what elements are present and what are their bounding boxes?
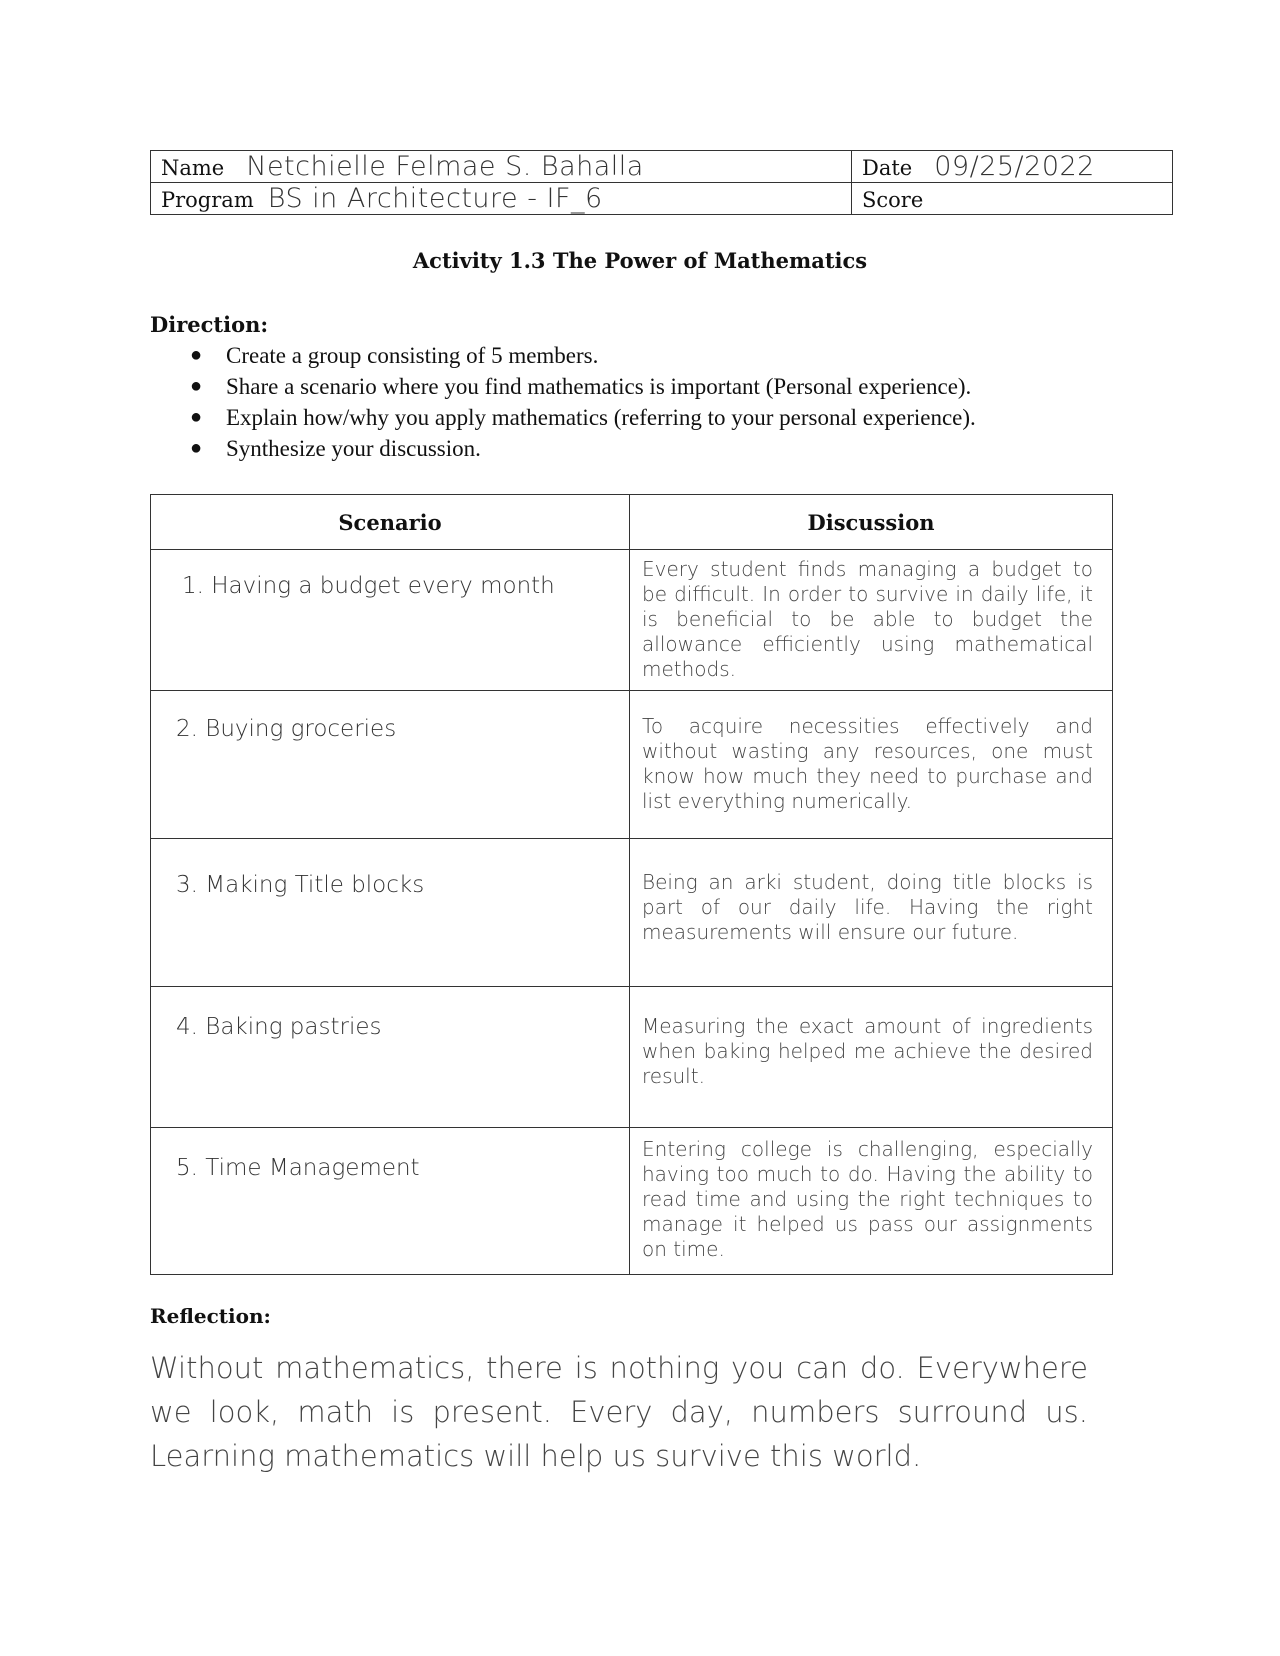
scenario-cell bbox=[151, 1128, 630, 1275]
score-label: Score bbox=[862, 188, 924, 212]
header-scenario: Scenario bbox=[151, 495, 630, 550]
student-info-table bbox=[150, 150, 1173, 215]
discussion-text: Being an arki student, doing title blocks is part of our daily life. Having the right measurements will ensure our future. bbox=[642, 870, 1093, 944]
reflection-label: Reflection: bbox=[150, 1304, 271, 1328]
score-cell bbox=[852, 183, 1173, 215]
info-row-program bbox=[151, 183, 1173, 215]
table-row bbox=[151, 691, 1113, 839]
date-cell bbox=[852, 151, 1173, 183]
program-label: Program bbox=[161, 188, 254, 212]
scenario-text: 2. Buying groceries bbox=[176, 716, 397, 742]
table-row bbox=[151, 550, 1113, 691]
direction-item: ● Explain how/why you apply mathematics (referring to your personal experience). bbox=[226, 402, 976, 433]
scenario-cell bbox=[151, 550, 630, 691]
name-value: Netchielle Felmae S. Bahalla bbox=[246, 151, 644, 182]
scenario-text: 4. Baking pastries bbox=[176, 1014, 382, 1040]
discussion-cell bbox=[630, 1128, 1113, 1275]
direction-item: ● Share a scenario where you find mathematics is important (Personal experience). bbox=[226, 371, 976, 402]
discussion-cell bbox=[630, 550, 1113, 691]
discussion-text: Entering college is challenging, especially having too much to do. Having the ability to read time and using the right techniques to manage it helped us pass our assignments on time. bbox=[642, 1137, 1093, 1261]
table-row bbox=[151, 1128, 1113, 1275]
date-value: 09/25/2022 bbox=[934, 151, 1095, 182]
name-cell bbox=[151, 151, 852, 183]
direction-label: Direction: bbox=[150, 312, 269, 337]
header-discussion: Discussion bbox=[630, 495, 1113, 550]
direction-item: ● Create a group consisting of 5 members. bbox=[226, 340, 976, 371]
program-cell bbox=[151, 183, 852, 215]
discussion-cell bbox=[630, 987, 1113, 1128]
bullet-icon: ● bbox=[190, 375, 203, 397]
discussion-text: Every student finds managing a budget to be difficult. In order to survive in daily life, it is beneficial to be able to budget the allowance efficiently using mathematical methods. bbox=[642, 557, 1093, 681]
direction-item: ● Synthesize your discussion. bbox=[226, 433, 976, 464]
scenario-table bbox=[150, 494, 1113, 1275]
table-row bbox=[151, 839, 1113, 987]
scenario-cell bbox=[151, 839, 630, 987]
reflection-text: Without mathematics, there is nothing you can do. Everywhere we look, math is present. Every day, numbers surround us. Learning mathematics will help us survive this world. bbox=[150, 1351, 1088, 1473]
info-row-name bbox=[151, 151, 1173, 183]
activity-title: Activity 1.3 The Power of Mathematics bbox=[412, 248, 868, 273]
direction-list bbox=[190, 340, 976, 464]
table-row bbox=[151, 987, 1113, 1128]
discussion-text: To acquire necessities effectively and without wasting any resources, one must know how much they need to purchase and list everything numerically. bbox=[642, 714, 1093, 813]
name-label: Name bbox=[161, 156, 225, 180]
table-header-row bbox=[151, 495, 1113, 550]
scenario-cell bbox=[151, 987, 630, 1128]
scenario-cell bbox=[151, 691, 630, 839]
bullet-icon: ● bbox=[190, 437, 203, 459]
discussion-cell bbox=[630, 839, 1113, 987]
discussion-cell bbox=[630, 691, 1113, 839]
program-value: BS in Architecture - IF_6 bbox=[267, 183, 603, 214]
bullet-icon: ● bbox=[190, 406, 203, 428]
scenario-text: 1. Having a budget every month bbox=[182, 573, 555, 599]
bullet-icon: ● bbox=[190, 344, 203, 366]
discussion-text: Measuring the exact amount of ingredients when baking helped me achieve the desired result. bbox=[642, 1014, 1093, 1088]
date-label: Date bbox=[862, 156, 913, 180]
scenario-text: 5. Time Management bbox=[176, 1155, 420, 1181]
scenario-text: 3. Making Title blocks bbox=[176, 872, 425, 898]
